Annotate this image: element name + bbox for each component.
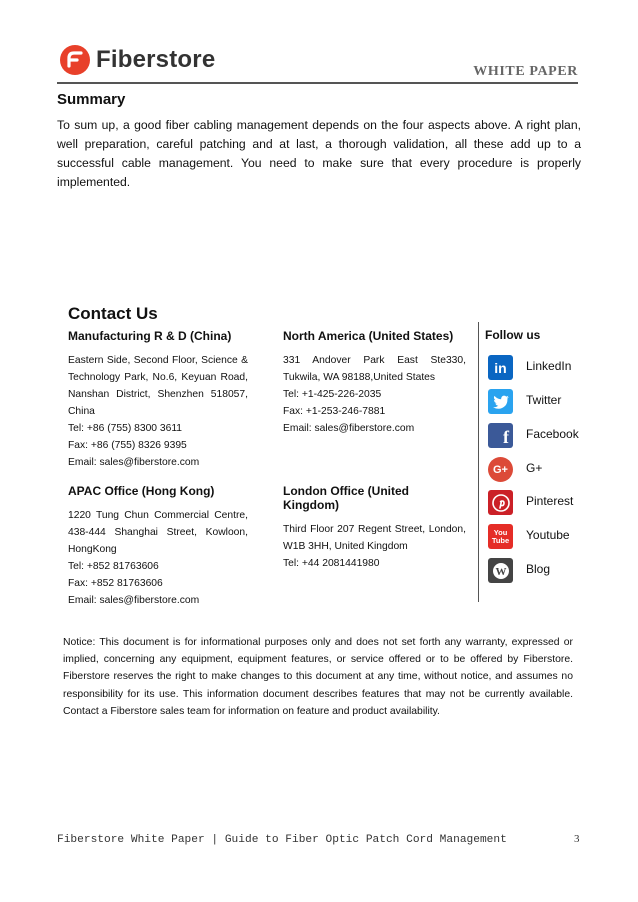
office-fax: Fax: +86 (755) 8326 9395 <box>68 440 187 451</box>
office-fax: Fax: +1-253-246-7881 <box>283 406 386 417</box>
social-link-blog[interactable] <box>488 558 551 583</box>
office-block-hong-kong <box>68 484 248 609</box>
wordpress-icon[interactable] <box>488 558 513 583</box>
svg-text:W: W <box>495 565 506 578</box>
document-type-label: WHITE PAPER <box>473 64 578 79</box>
office-fax: Fax: +852 81763606 <box>68 578 163 589</box>
notice-paragraph: Notice: This document is for informational purposes only and does not set forth any warranty, expressed or implied, concerning any equipment, equipment features, or service offered or to be offered by Fiberstore. Fiberstore reserves the right to make changes to this document at any time, without notice, and assumes no responsibility for its use. This information document describes features that may not be currently available. Contact a Fiberstore sales team for information on feature and product availability. <box>63 637 573 717</box>
office-tel: Tel: +86 (755) 8300 3611 <box>68 423 183 434</box>
social-label[interactable]: Pinterest <box>526 494 574 508</box>
office-block-london <box>283 484 466 572</box>
summary-paragraph: To sum up, a good fiber cabling management depends on the four aspects above. A right plan, well preparation, careful patching and at last, a thorough validation, all these add up to a successful cable management. You need to make sure that every procedure is properly implemented. <box>57 118 581 189</box>
google-plus-icon[interactable]: G+ <box>488 457 513 482</box>
office-tel: Tel: +44 2081441980 <box>283 558 380 569</box>
contact-column-divider <box>478 322 479 602</box>
social-link-linkedin[interactable] <box>488 355 572 380</box>
twitter-icon[interactable] <box>488 389 513 414</box>
social-label[interactable]: Youtube <box>526 528 570 542</box>
office-name: North America (United States) <box>283 329 454 343</box>
page-number: 3 <box>574 833 580 845</box>
linkedin-icon[interactable]: in <box>488 355 513 380</box>
footer-title: Fiberstore White Paper | Guide to Fiber Optic Patch Cord Management <box>57 834 507 846</box>
social-link-twitter[interactable] <box>488 389 562 414</box>
social-label[interactable]: G+ <box>526 461 543 475</box>
office-email[interactable]: Email: sales@fiberstore.com <box>68 595 200 606</box>
contact-heading: Contact Us <box>68 304 158 323</box>
office-name: APAC Office (Hong Kong) <box>68 484 215 498</box>
follow-us-heading: Follow us <box>485 328 541 342</box>
social-link-youtube[interactable] <box>488 524 570 549</box>
office-email[interactable]: Email: sales@fiberstore.com <box>68 457 200 468</box>
office-name: Manufacturing R & D (China) <box>68 329 232 343</box>
fiberstore-logo-icon <box>60 45 90 75</box>
office-address: Eastern Side, Second Floor, Science & Technology Park, No.6, Keyuan Road, Nanshan District, Shenzhen 518057, China <box>68 355 248 417</box>
office-address: 331 Andover Park East Ste330, Tukwila, WA 98188,United States <box>283 355 466 383</box>
office-email[interactable]: Email: sales@fiberstore.com <box>283 423 415 434</box>
social-link-facebook[interactable] <box>488 423 579 448</box>
youtube-icon[interactable]: You Tube <box>488 524 513 549</box>
facebook-icon[interactable]: f <box>488 423 513 448</box>
social-link-pinterest[interactable] <box>488 490 574 515</box>
office-address: Third Floor 207 Regent Street, London, W1B 3HH, United Kingdom <box>283 524 466 552</box>
social-link-google-plus[interactable] <box>488 457 543 482</box>
fiberstore-logo <box>60 44 215 76</box>
office-tel: Tel: +852 81763606 <box>68 561 159 572</box>
office-block-china <box>68 329 248 471</box>
logo-text: Fiberstore <box>96 46 216 73</box>
office-address: 1220 Tung Chun Commercial Centre, 438-444 Shanghai Street, Kowloon, HongKong <box>68 510 248 555</box>
office-tel: Tel: +1-425-226-2035 <box>283 389 382 400</box>
summary-heading: Summary <box>57 91 126 108</box>
office-block-north-america <box>283 329 466 437</box>
social-label[interactable]: LinkedIn <box>526 359 572 373</box>
office-name: London Office (United Kingdom) <box>283 484 409 512</box>
social-label[interactable]: Blog <box>526 562 551 576</box>
pinterest-icon[interactable] <box>488 490 513 515</box>
social-label[interactable]: Twitter <box>526 393 562 407</box>
header-divider <box>57 82 578 84</box>
social-label[interactable]: Facebook <box>526 427 579 441</box>
